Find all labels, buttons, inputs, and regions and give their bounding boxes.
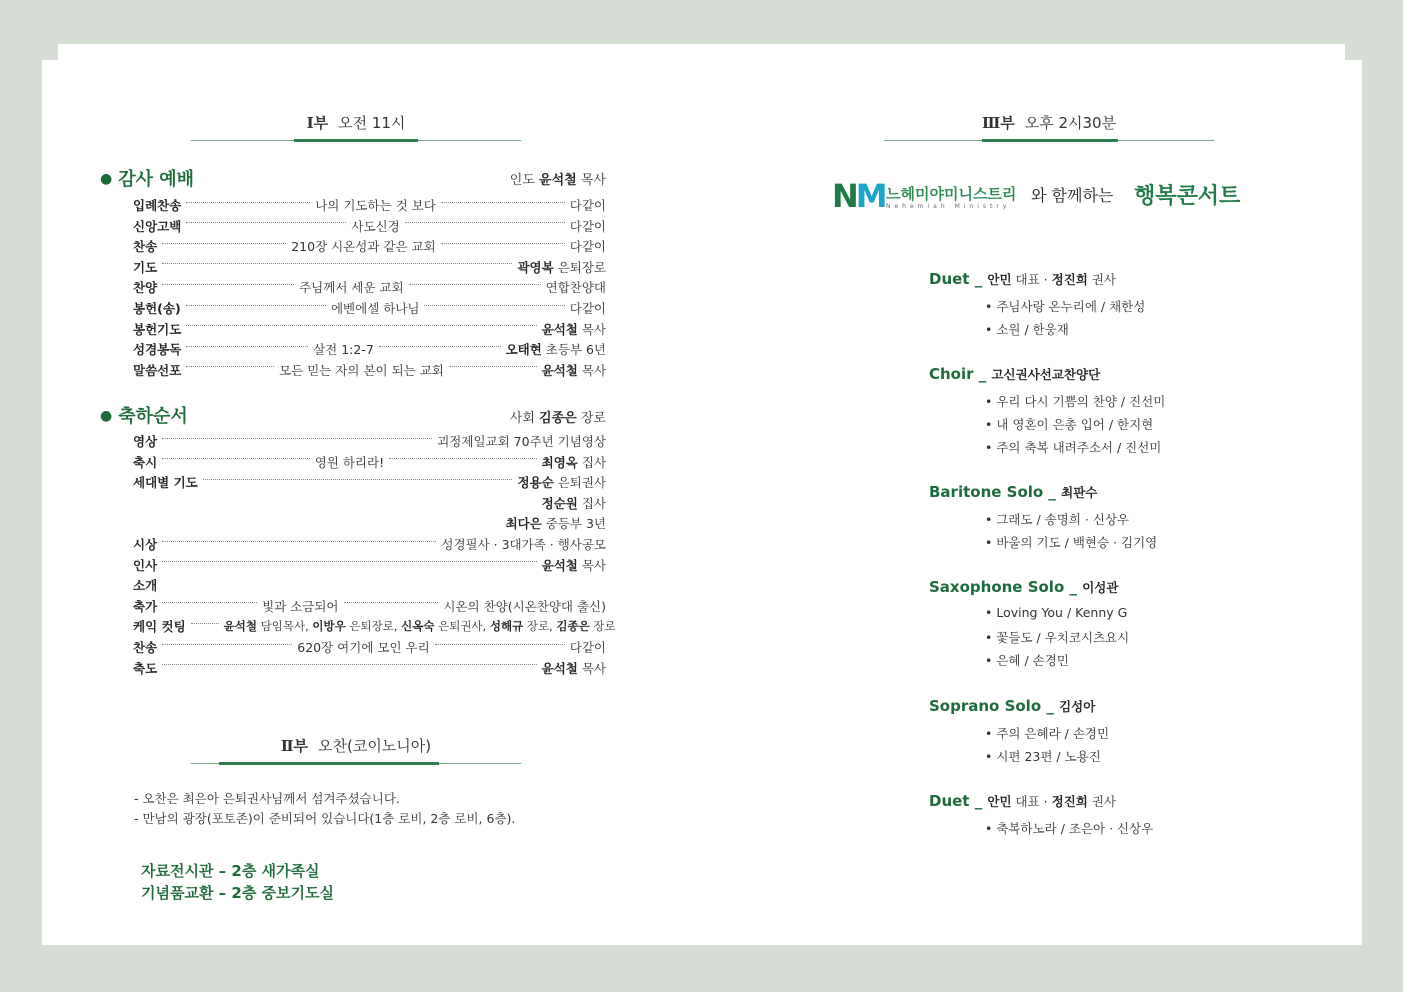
dot-leader bbox=[162, 602, 257, 603]
dot-leader bbox=[441, 202, 565, 203]
order-row bbox=[133, 299, 606, 317]
part1-heading bbox=[191, 112, 521, 133]
info-note: 자료전시관 – 2층 새가족실 bbox=[141, 862, 320, 880]
order-label: 성경봉독 bbox=[133, 342, 182, 358]
performer-name: 안민 bbox=[987, 272, 1012, 287]
part3-time: 오후 2시30분 bbox=[1024, 114, 1117, 132]
nm-logo-mark: NM bbox=[832, 177, 885, 215]
performance-type: Choir _ bbox=[929, 365, 992, 383]
order-row bbox=[133, 535, 606, 553]
performance-type: Baritone Solo _ bbox=[929, 483, 1062, 501]
order-person bbox=[542, 453, 606, 471]
dot-leader bbox=[405, 222, 565, 223]
dot-leader bbox=[424, 305, 564, 306]
performer-name: 최판수 bbox=[1061, 485, 1098, 500]
person-role: 목사 bbox=[577, 362, 607, 378]
dot-leader bbox=[203, 479, 513, 480]
person-name: 윤석철 bbox=[541, 321, 578, 337]
dot-leader bbox=[379, 346, 501, 347]
order-row bbox=[133, 340, 606, 358]
with-text: 와 함께하는 bbox=[1031, 186, 1114, 205]
dot-leader bbox=[162, 438, 432, 439]
performers bbox=[1082, 580, 1118, 595]
dot-leader bbox=[162, 458, 310, 459]
dot-leader bbox=[191, 623, 219, 624]
person-role: 집사 bbox=[577, 454, 607, 470]
dot-leader bbox=[186, 222, 346, 223]
lunch-note: - 만남의 광장(포토존)이 준비되어 있습니다(1층 로비, 2층 로비, 6층). bbox=[134, 811, 516, 826]
dot-leader bbox=[162, 243, 286, 244]
order-performer: 다같이 bbox=[569, 239, 607, 255]
part1-number: Ⅰ부 bbox=[306, 114, 329, 132]
order-item: 에벤에셀 하나님 bbox=[330, 301, 420, 316]
order-row bbox=[133, 278, 606, 296]
order-person bbox=[542, 556, 606, 574]
order-row bbox=[133, 196, 606, 214]
song-item: • 그래도 / 송명희 · 신상우 bbox=[985, 512, 1130, 527]
order-label: 인사 bbox=[133, 557, 158, 573]
performer-role: 대표 · bbox=[1011, 794, 1052, 809]
person-role: 목사 bbox=[577, 660, 606, 676]
song-item: • Loving You / Kenny G bbox=[985, 605, 1128, 620]
dot-leader bbox=[162, 644, 292, 645]
performance-type: Duet _ bbox=[929, 270, 988, 288]
order-person bbox=[506, 340, 606, 358]
dot-leader bbox=[186, 325, 536, 326]
order-label: 시상 bbox=[133, 537, 158, 552]
order-label: 축도 bbox=[133, 660, 158, 676]
performance-heading bbox=[929, 792, 1116, 810]
order-performer: 성경필사 · 3대가족 · 행사공모 bbox=[441, 537, 606, 552]
worship-title: ● 감사 예배 bbox=[100, 169, 195, 190]
person-role: 초등부 6년 bbox=[541, 342, 606, 358]
performer-name: 정진희 bbox=[1051, 272, 1088, 287]
dot-leader bbox=[162, 541, 436, 542]
order-row bbox=[133, 576, 606, 594]
part2-heading bbox=[191, 735, 521, 756]
order-row bbox=[133, 659, 606, 677]
dot-leader bbox=[449, 366, 537, 367]
performance-heading bbox=[929, 483, 1097, 501]
order-label: 세대별 기도 bbox=[133, 475, 198, 491]
order-item: 210장 시온성과 같은 교회 bbox=[291, 239, 436, 255]
dot-leader bbox=[186, 202, 310, 203]
dot-leader bbox=[162, 284, 294, 285]
order-row bbox=[133, 597, 606, 615]
order-row bbox=[133, 361, 606, 379]
order-label: 축시 bbox=[133, 454, 158, 470]
person-name: 김종은 bbox=[556, 619, 590, 634]
performer-name: 김성아 bbox=[1059, 699, 1096, 714]
lunch-note: - 오찬은 최은아 은퇴권사님께서 섬겨주셨습니다. bbox=[134, 791, 400, 806]
person-name: 윤석철 bbox=[223, 619, 257, 634]
performance-heading bbox=[929, 697, 1095, 715]
song-item: • 꽃들도 / 우치코시츠요시 bbox=[985, 630, 1130, 645]
order-item: 모든 믿는 자의 본이 되는 교회 bbox=[279, 362, 444, 378]
dot-leader bbox=[344, 602, 439, 603]
part2-time: 오찬(코이노니아) bbox=[318, 737, 432, 755]
order-performer: 다같이 bbox=[569, 640, 606, 655]
person-name: 윤석철 bbox=[541, 362, 578, 378]
performers bbox=[987, 272, 1116, 287]
dot-leader bbox=[186, 346, 308, 347]
order-person bbox=[517, 473, 606, 491]
order-item: 살전 1:2-7 bbox=[313, 342, 374, 358]
person-name: 이방우 bbox=[312, 619, 346, 634]
order-label: 영상 bbox=[133, 434, 158, 449]
order-performer: 다같이 bbox=[569, 198, 606, 213]
cake-cutting-names bbox=[224, 618, 616, 634]
performance-type: Soprano Solo _ bbox=[929, 697, 1060, 715]
performer-role: 대표 · bbox=[1011, 272, 1052, 287]
order-item: 나의 기도하는 것 보다 bbox=[315, 198, 436, 213]
order-row bbox=[133, 237, 606, 255]
order-row bbox=[133, 638, 606, 656]
order-performer: 다같이 bbox=[569, 218, 607, 234]
person-name: 윤석철 bbox=[541, 557, 578, 573]
part3-heading bbox=[884, 112, 1214, 133]
order-row bbox=[133, 494, 606, 512]
order-label: 찬양 bbox=[133, 280, 158, 296]
person-role: 은퇴권사 bbox=[553, 475, 606, 491]
person-name: 성해규 bbox=[489, 619, 524, 634]
dot-leader bbox=[389, 458, 537, 459]
dot-leader bbox=[162, 561, 536, 562]
order-label: 찬송 bbox=[133, 239, 158, 255]
part2-number: Ⅱ부 bbox=[280, 737, 308, 755]
performer-role: 권사 bbox=[1087, 794, 1116, 809]
performers bbox=[991, 367, 1100, 382]
dot-leader bbox=[409, 284, 541, 285]
performer-name: 고신권사선교찬양단 bbox=[991, 367, 1101, 382]
performer-name: 안민 bbox=[987, 794, 1012, 809]
order-performer: 연합찬양대 bbox=[545, 280, 607, 296]
order-label: 소개 bbox=[133, 578, 158, 594]
person-name: 정순원 bbox=[541, 495, 578, 511]
celebration-title: ● 축하순서 bbox=[100, 406, 188, 427]
song-item: • 소원 / 한웅재 bbox=[985, 322, 1069, 337]
order-label: 봉헌기도 bbox=[133, 321, 182, 337]
performers bbox=[1061, 485, 1097, 500]
order-row bbox=[133, 473, 606, 491]
song-item: • 내 영혼이 은총 입어 / 한지현 bbox=[985, 417, 1154, 432]
dot-leader bbox=[435, 644, 565, 645]
order-performer: 괴정제일교회 70주년 기념영상 bbox=[437, 434, 606, 449]
person-name: 곽영복 bbox=[517, 259, 554, 275]
person-role: 은퇴권사, bbox=[434, 619, 490, 634]
order-label: 기도 bbox=[133, 259, 158, 275]
celebration-host: 사회 김종은 장로 bbox=[509, 411, 606, 426]
ministry-name: 느헤미야미니스트리 bbox=[886, 185, 1017, 203]
order-item: 빛과 소금되어 bbox=[262, 598, 339, 614]
order-person bbox=[542, 320, 606, 338]
order-label: 말씀선포 bbox=[133, 362, 182, 378]
performers bbox=[987, 794, 1116, 809]
song-item: • 바울의 기도 / 백현승 · 김기영 bbox=[985, 535, 1158, 550]
order-row bbox=[133, 432, 606, 450]
person-role: 은퇴장로 bbox=[553, 259, 606, 275]
person-role: 목사 bbox=[577, 557, 606, 573]
person-name: 윤석철 bbox=[541, 660, 578, 676]
part3-number: Ⅲ부 bbox=[981, 114, 1015, 132]
song-item: • 우리 다시 기쁨의 찬양 / 진선미 bbox=[985, 394, 1166, 409]
person-role: 집사 bbox=[577, 495, 606, 511]
order-row bbox=[133, 514, 606, 532]
order-row bbox=[133, 320, 606, 338]
performance-heading bbox=[929, 270, 1116, 288]
song-item: • 주의 은혜라 / 손경민 bbox=[985, 726, 1110, 741]
order-label: 입례찬송 bbox=[133, 198, 182, 213]
performance-heading bbox=[929, 578, 1118, 596]
worship-leader: 인도 윤석철 목사 bbox=[509, 173, 606, 188]
dot-leader bbox=[441, 243, 565, 244]
performer-role: 권사 bbox=[1087, 272, 1116, 287]
dot-leader bbox=[186, 305, 326, 306]
order-row bbox=[133, 258, 606, 276]
dot-leader bbox=[162, 664, 536, 665]
order-item: 주님께서 세운 교회 bbox=[299, 280, 404, 296]
order-label: 케익 컷팅 bbox=[133, 619, 186, 635]
person-name: 신옥숙 bbox=[401, 619, 435, 634]
order-person bbox=[542, 361, 606, 379]
person-name: 최영옥 bbox=[541, 454, 578, 470]
order-person bbox=[542, 659, 606, 677]
order-label: 찬송 bbox=[133, 640, 158, 655]
song-item: • 시편 23편 / 노용진 bbox=[985, 749, 1101, 764]
order-person bbox=[506, 514, 606, 532]
performer-name: 정진희 bbox=[1051, 794, 1088, 809]
person-name: 최다은 bbox=[505, 516, 542, 532]
info-note: 기념품교환 – 2층 중보기도실 bbox=[141, 884, 334, 902]
order-label: 축가 bbox=[133, 598, 158, 614]
ministry-subtitle: Nehemiah Ministry bbox=[886, 203, 1011, 210]
order-performer: 시온의 찬양(시온찬양대 출신) bbox=[443, 598, 607, 614]
person-role: 장로 bbox=[589, 619, 616, 634]
person-role: 목사 bbox=[577, 321, 606, 337]
dot-leader bbox=[186, 366, 274, 367]
person-name: 정용순 bbox=[517, 475, 554, 491]
order-row bbox=[133, 556, 606, 574]
performers bbox=[1059, 699, 1095, 714]
performance-type: Saxophone Solo _ bbox=[929, 578, 1083, 596]
order-item: 사도신경 bbox=[351, 218, 400, 234]
order-performer: 다같이 bbox=[569, 301, 607, 316]
person-role: 장로, bbox=[523, 619, 557, 634]
person-role: 중등부 3년 bbox=[541, 516, 606, 532]
order-item: 620장 여기에 모인 우리 bbox=[297, 640, 430, 655]
order-label: 신앙고백 bbox=[133, 218, 182, 234]
song-item: • 축복하노라 / 조은아 · 신상우 bbox=[985, 821, 1154, 836]
order-person bbox=[542, 494, 606, 512]
order-person bbox=[517, 258, 606, 276]
order-row bbox=[133, 453, 606, 471]
order-label: 봉헌(송) bbox=[133, 301, 181, 316]
performer-name: 이성관 bbox=[1082, 580, 1119, 595]
performance-heading bbox=[929, 365, 1100, 383]
part1-time: 오전 11시 bbox=[338, 114, 406, 132]
person-name: 오태현 bbox=[505, 342, 542, 358]
performance-type: Duet _ bbox=[929, 792, 988, 810]
order-item: 영원 하리라! bbox=[314, 454, 385, 470]
song-item: • 주님사랑 온누리에 / 채한성 bbox=[985, 299, 1146, 314]
person-role: 은퇴장로, bbox=[345, 619, 402, 634]
person-role: 담임목사, bbox=[256, 619, 313, 634]
order-row bbox=[133, 217, 606, 235]
song-item: • 주의 축복 내려주소서 / 진선미 bbox=[985, 440, 1162, 455]
song-item: • 은혜 / 손경민 bbox=[985, 653, 1069, 668]
dot-leader bbox=[162, 263, 512, 264]
order-row bbox=[133, 617, 616, 635]
concert-title: 행복콘서트 bbox=[1134, 184, 1241, 209]
